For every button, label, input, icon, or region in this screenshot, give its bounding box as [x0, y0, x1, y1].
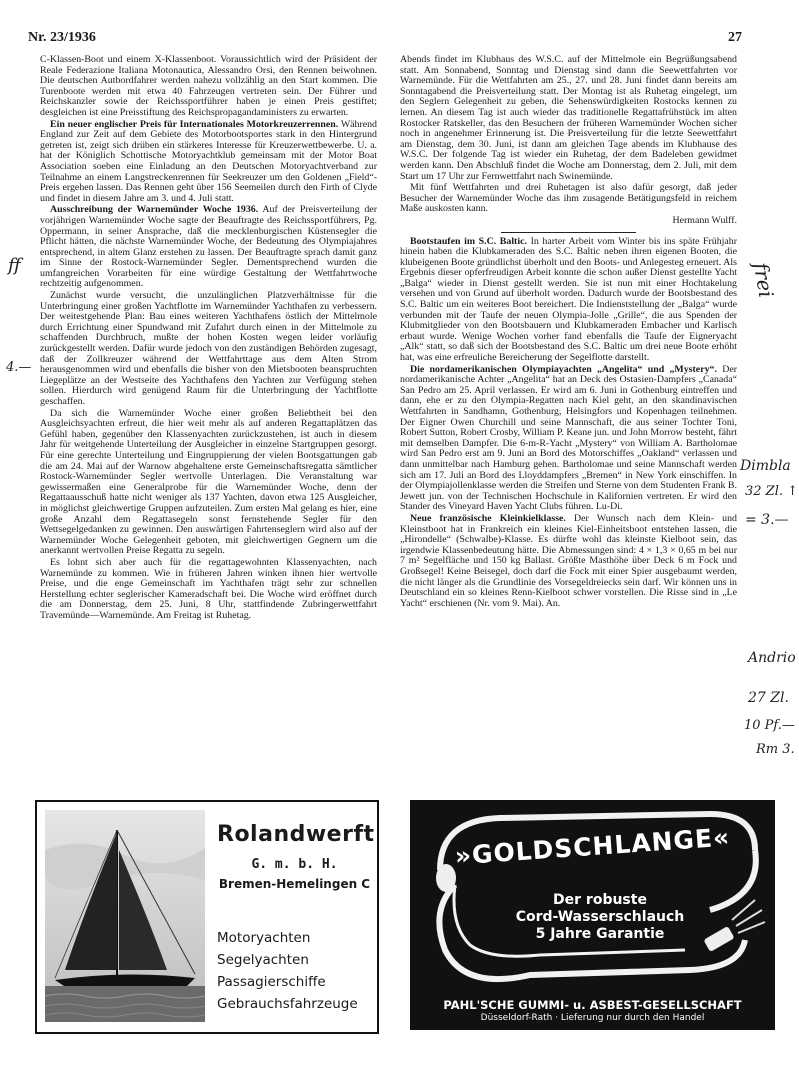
article-heading: Ein neuer englischer Preis für Internationales Motorkreuzerrennen. [50, 118, 339, 130]
article-paragraph: Da sich die Warnemünder Woche einer großen Beliebtheit bei den Ausgleichsyachten erfreut, die hier weit mehr als auf anderen Regattaplätzen das Gefühl haben, gegenüber den Klassenyachten zurückzustehen, ist auch in diesem Jahr für weitgehende Unterteilung der Ausgleicher in einzelne Startgruppen gesorgt. Für eine gerechte Unterteilung und Eingruppierung der vielen Bootsgattungen gab die am 24. Mai auf der Warnow abgehaltene erste Gemeinschaftsregatta sämtlicher Rostock-Warnemünder Segler wertvolle Unterlagen. Die Veranstaltung war gewissermaßen eine Generalprobe für die Warnemünder Woche, denn der Regattaausschuß hatte nicht weniger als 137 Yachten, davon etwa 125 Ausgleicher, in möglichst gleichwertige Gruppen aufzuteilen. Zum ersten Mal gelang es hier, eine große Anzahl dem Regattasegeln sonst fernstehende Segler für den Wettsegelgedanken zu gewinnen. Den auswärtigen Fahrtenseglern wird also auf der Warnemünder Woche Gelegenheit geboten, mit gleichwertigen Gegnern um die anerkannt wertvollen Preise Regatta zu segeln. [40, 407, 377, 557]
margin-note: Rm 3. [756, 742, 795, 757]
product-item: Motoryachten [217, 930, 311, 946]
article-paragraph: Auf der Preisverteilung der vorjährigen Warnemünder Woche sagte der Beauftragte des Reichssportführers, Pg. Oppermann, in seiner Ansprache, daß die mecklenburgischen Küstensegler die Pflicht hätten, die nächste Warnemünder Woche, der Bedeutung des Olympiajahres entsprechend, in altem Glanz erstehen zu lassen. Der Beauftragte sprach damit ganz im Sinne der Rostock-Warnemünder Segler. Dementsprechend wurden die umfangreichen Vorarbeiten für eine würdige Gestaltung der Wettfahrtwoche rechtzeitig aufgenommen. [40, 204, 377, 290]
company-name: PAHL'SCHE GUMMI- u. ASBEST-GESELLSCHAFT [443, 998, 742, 1012]
article-paragraph: Abends findet im Klubhaus des W.S.C. auf der Mittelmole ein Begrüßungsabend statt. Am Sonnabend, Sonntag und Dienstag sind dann die Seewettfahrten vor Warnemünde. Für die Wettfahrten am 25., 27. und 28. Juni findet dann bereits am Sonntagabend die Preisverteilung statt. Der Montag ist als Ruhetag eingelegt, um den Seglern Gelegenheit zu geben, die Sehenswürdigkeiten Rostocks kennen zu lernen. An diesem Tag ist auch wieder das traditionelle Regattafrühstück im alten Rostocker Ratskeller, das den Besuchern der früheren Warnemünder Wochen sicher noch in angenehmer Erinnerung ist. Die Preisverteilung für die letzte Seewettfahrt am Dienstag, dem 30. Juni, ist dann am gleichen Tage abends im Klubhause des W.S.C. Der folgende Tag ist wieder ein Ruhetag, der dem Badeleben gewidmet werden kann. Den Abschluß findet die Woche am Donnerstag, dem 2. Juli, mit dem Start um 17 Uhr zur Fernwettfahrt nach Swinemünde. [400, 55, 737, 182]
article-heading: Neue französische Kleinkielklasse. [410, 512, 566, 524]
margin-note: 4.— [6, 360, 32, 375]
tagline: Der robuste [553, 892, 647, 908]
product-item: Gebrauchsfahrzeuge [217, 996, 358, 1012]
margin-note: frei [748, 260, 779, 300]
margin-note: = 3.— [745, 512, 789, 528]
rolandwerft-advertisement [35, 800, 379, 1034]
sailing-yacht-image [45, 810, 205, 1022]
margin-note: 32 Zl. ↑ [745, 484, 799, 499]
company-form: G. m. b. H. [251, 857, 338, 872]
product-list [217, 927, 377, 1015]
article-heading: Bootstaufen im S.C. Baltic. [410, 235, 527, 247]
author-signature: Lu-Di. [595, 501, 623, 513]
article-heading: Ausschreibung der Warnemünder Woche 1936. [50, 204, 259, 216]
margin-note: ff [8, 255, 21, 276]
article-paragraph: Es lohnt sich aber auch für die regattagewohnten Klassenyachten, nach Warnemünde zu kommen. Wie in früheren Jahren winken ihnen hier wertvolle Preise, und die enge Gemeinschaft im Yachthafen trägt sehr zur schnellen Herstellung echter seglerischer Kameradschaft bei. Die Woche wird eröffnet durch die am Donnerstag, dem 25. Juni, 8 Uhr, stattfindende Zubringerwettfahrt Travemünde—Warnemünde. Am Freitag ist Ruhetag. [40, 556, 377, 621]
section-divider [501, 232, 636, 233]
product-item: Passagierschiffe [217, 974, 326, 990]
author-signature: Hermann Wulff. [672, 214, 737, 226]
advertiser-name: Rolandwerft [217, 822, 375, 847]
margin-note: 27 Zl. [748, 690, 789, 706]
article-paragraph: Der nordamerikanische Achter „Angelita“ hat an Deck des Ostasien-Dampfers „Canada“ San Pedro am 25. April verlassen. Er wird am 6. Juni in Gothenburg eintreffen und dann, ehe er zu den Olympia-Regatten nach Kiel geht, an den skandinavischen Wettfahrten in Sandhamn, Gothenburg, Helsingfors und Kopenhagen teilnehmen. Der Eigner Owen Churchill und seine Mannschaft, die aus seiner Tochter Toni, Robert Sutton, Robert Crosby, William P. Keane jun. und John Morrow besteht, fährt mit demselben Dampfer. Die 6-m-R-Yacht „Mystery“ von William A. Bartholomae wird San Pedro erst am 9. Juni an Bord des Motorschiffes „Oakland“ verlassen und dann unmittelbar nach Hamburg gehen. Bartholomae und seine Mannschaft werden sich am 17. Juli an Bord des Lloyddampfers „Bremen“ in New York einschiffen. In der Olympiajollenklasse werden die Streifen und Sterne von dem Studenten Frank B. Jewett jun. von der Technischen Hochschule in Kalifornien vertreten. Er wird den Stander des Vineyard Haven Yacht Clubs führen. [400, 363, 737, 513]
tagline: 5 Jahre Garantie [535, 926, 665, 942]
author-signature: An. [545, 597, 561, 609]
brand-title: »GOLDSCHLANGE« [453, 822, 732, 871]
article-paragraph: Mit fünf Wettfahrten und drei Ruhetagen ist also dafür gesorgt, daß jeder Besucher der Warnemünder Woche das ihm zusagende Betätigungsfeld in reichem Maße auskosten kann. [400, 182, 737, 215]
margin-note: Dimbla [740, 458, 791, 474]
right-column [400, 55, 737, 790]
article-paragraph: C-Klassen-Boot und einem X-Klassenboot. Voraussichtlich wird der Präsident der Reale Federazione Italiana Motonautica, Alessandro Orsi, den Rennen beiwohnen. Die deutschen Autbordfahrer werden nahezu vollzählig an den Start kommen. Die Turenboote werden mit etwa 40 Fahrzeugen vertreten sein. Der Führer und Reichskanzler sowie der Reichssportführer haben je einen Preis gestiftet; desgleichen ist eine Preisstiftung des Reichspropagandaministers zu erwarten. [40, 55, 377, 118]
article-paragraph: Zunächst wurde versucht, die unzulänglichen Platzverhältnisse für die Unterbringung einer großen Yachtflotte im Warnemünder Yachthafen zu verbessern. Der weitestgehende Plan: Bau eines weiteren Yachthafens östlich der Mittelmole durch Errichtung einer Spundwand mit Zufahrt durch einen in der Mittelmole zu schaffenden Durchbruch, mußte der hohen Kosten wegen leider vorläufig zurückgestellt werden. Dafür wurde jedoch von den zuständigen Behörden zugesagt, daß der Zollkreuzer während der Wettfahrttage aus dem Alten Strom herausgenommen wird und ebenfalls die bisher von den Mietsbooten beanspruchten Liegeplätze an der Westseite des Yachthafens den Yachten zur Verfügung stehen sollen. Hierdurch wird genügend Raum für die Unterbringung der Yachtflotte geschaffen. [40, 290, 377, 407]
article-paragraph: Während England zur Zeit auf dem Gebiete des Motorbootsportes stark in den Hintergrund getreten ist, zeigt sich drüben ein stärkeres Interesse für Kreuzerwettbewerbe. U. a. hat der Königlich Schottische Motoryachtklub gemeinsam mit der Motor Boat Association soeben eine Einladung an den Deutschen Motoryachtverband zur Teilnahme an einem Langstreckenrennen für Seekreuzer um den Goldenen „Field“-Preis ergehen lassen. Das Rennen geht über 156 Seemeilen durch den Firth of Clyde und findet in diesem Jahre am 3. und 4. Juli statt. [40, 118, 377, 204]
product-item: Segelyachten [217, 952, 309, 968]
article-paragraph: In harter Arbeit vom Winter bis ins späte Frühjahr hinein haben die Klubkameraden des S.C. Baltic neben ihren eigenen Booten, die klubeigenen Boote gründlichst überholt und den Boots- und Anlegesteg erneuert. Als Ergebnis dieser opferfreudigen Arbeit konnte die schon außer Dienst gestellte Yacht „Balga“ wieder in Dienst gestellt werden. Sie ist nun mit einer Hochtakelung versehen und von Grund auf überholt worden. Dadurch wurde der Bootsbestand des S.C. Baltic um ein weiteres Boot bereichert. Die Indienststellung der „Balga“ wurde verbunden mit der Taufe der neuen Olympia-Jolle „Grille“, die aus Spenden der Klubmitglieder von den Bootsbauern und Klubkameraden Embacher und Karlisch erbaut wurde. Wenige Wochen vorher fand ebenfalls die Taufe der Eigneryacht „Alk“ statt, so daß sich der Bootsbestand des S.C. Baltic um drei neue Boote erhöht hat, was eine erfreuliche Bereicherung der Segelflotte darstellt. [400, 235, 737, 364]
issue-number: Nr. 23/1936 [28, 30, 96, 45]
article-heading: Die nordamerikanischen Olympiayachten „Angelita“ und „Mystery“. [410, 363, 717, 375]
margin-note: Andrio [748, 650, 796, 666]
article-paragraph: Der Wunsch nach dem Klein- und Kleinstboot hat in Frankreich ein kleines Kiel-Einheitsboot entstehen lassen, die „Hirondelle“ (Schwalbe)-Klasse. Es dürfte wohl das kleinste Kielboot sein, das irgendwie Klassenbedeutung hätte. Die Abmessungen sind: 4 × 1,3 × 0,65 m bei nur 7 m² Segelfläche und 150 kg Ballast. Größte Masthöhe über Deck 6 m Fock und Großsegel! Keine Beisegel, doch darf die Fock mit einer Spier ausgebaumt werden, die nicht länger als die Grundlinie des Vorsegeldreiecks sein darf. Wir können uns in Deutschland ein so kleines Renn-Kielboot schwer vorstellen. Die Risse sind in „Le Yacht“ erschienen (Nr. vom 9. Mai). [400, 512, 737, 609]
left-column [40, 55, 377, 790]
company-location: Bremen-Hemelingen C [218, 877, 371, 891]
margin-note: 10 Pf.— [744, 718, 795, 733]
tagline: Cord-Wasserschlauch [515, 909, 685, 925]
company-address: Düsseldorf-Rath · Lieferung nur durch den Handel [480, 1013, 705, 1023]
goldschlange-advertisement [410, 800, 775, 1030]
page-number: 27 [728, 30, 742, 45]
